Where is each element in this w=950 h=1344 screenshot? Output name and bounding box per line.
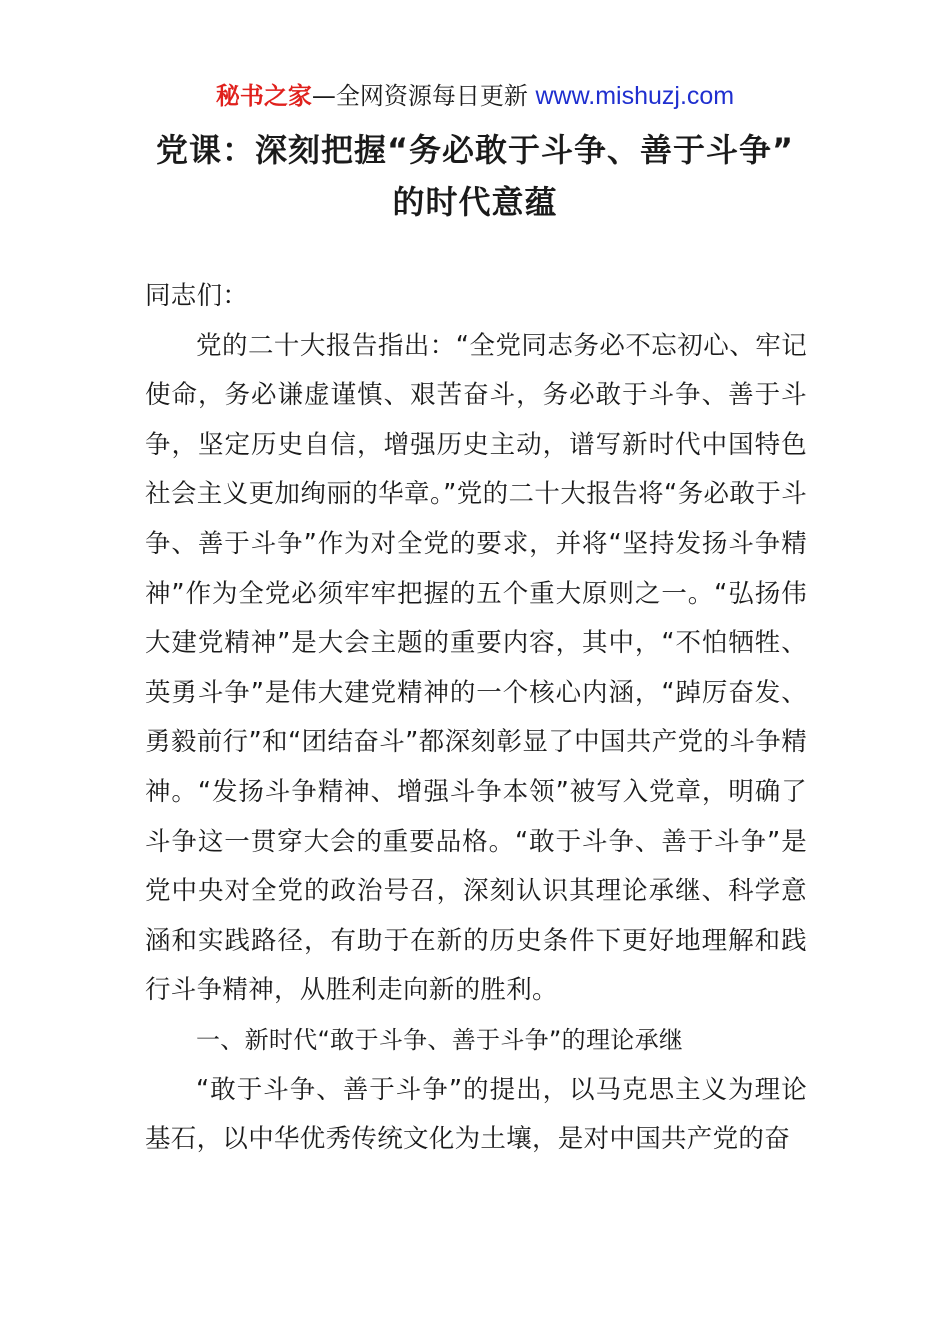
title-line-2: 的时代意蕴 bbox=[392, 183, 558, 221]
paragraph-2: “敢于斗争、善于斗争”的提出，以马克思主义为理论基石，以中华优秀传统文化为土壤，是对中国共产党的奋 bbox=[145, 1074, 807, 1155]
document-title bbox=[100, 124, 850, 228]
site-header bbox=[0, 78, 950, 114]
document-body bbox=[145, 272, 807, 1165]
section-1-heading: 一、新时代“敢于斗争、善于斗争”的理论承继 bbox=[196, 1025, 684, 1054]
site-url-link[interactable]: www.mishuzj.com bbox=[535, 82, 735, 110]
paragraph-1: 党的二十大报告指出：“全党同志务必不忘初心、牢记使命，务必谦虚谨慎、艰苦奋斗，务必敢于斗争、善于斗争，坚定历史自信，增强历史主动，谱写新时代中国特色社会主义更加绚丽的华章。”党的二十大报告将“务必敢于斗争、善于斗争”作为对全党的要求，并将“坚持发扬斗争精神”作为全党必须牢牢把握的五个重大原则之一。“弘扬伟大建党精神”是大会主题的重要内容，其中，“不怕牺牲、英勇斗争”是伟大建党精神的一个核心内涵，“踔厉奋发、勇毅前行”和“团结奋斗”都深刻彰显了中国共产党的斗争精神。“发扬斗争精神、增强斗争本领”被写入党章，明确了斗争这一贯穿大会的重要品格。“敢于斗争、善于斗争”是党中央对全党的政治号召，深刻认识其理论承继、科学意涵和实践路径，有助于在新的历史条件下更好地理解和践行斗争精神，从胜利走向新的胜利。 bbox=[145, 330, 807, 1006]
title-line-1: 党课：深刻把握“务必敢于斗争、善于斗争” bbox=[155, 131, 795, 169]
salutation: 同志们： bbox=[145, 281, 249, 311]
site-tagline: —全网资源每日更新 bbox=[311, 82, 528, 110]
site-brand: 秘书之家 bbox=[215, 82, 312, 110]
